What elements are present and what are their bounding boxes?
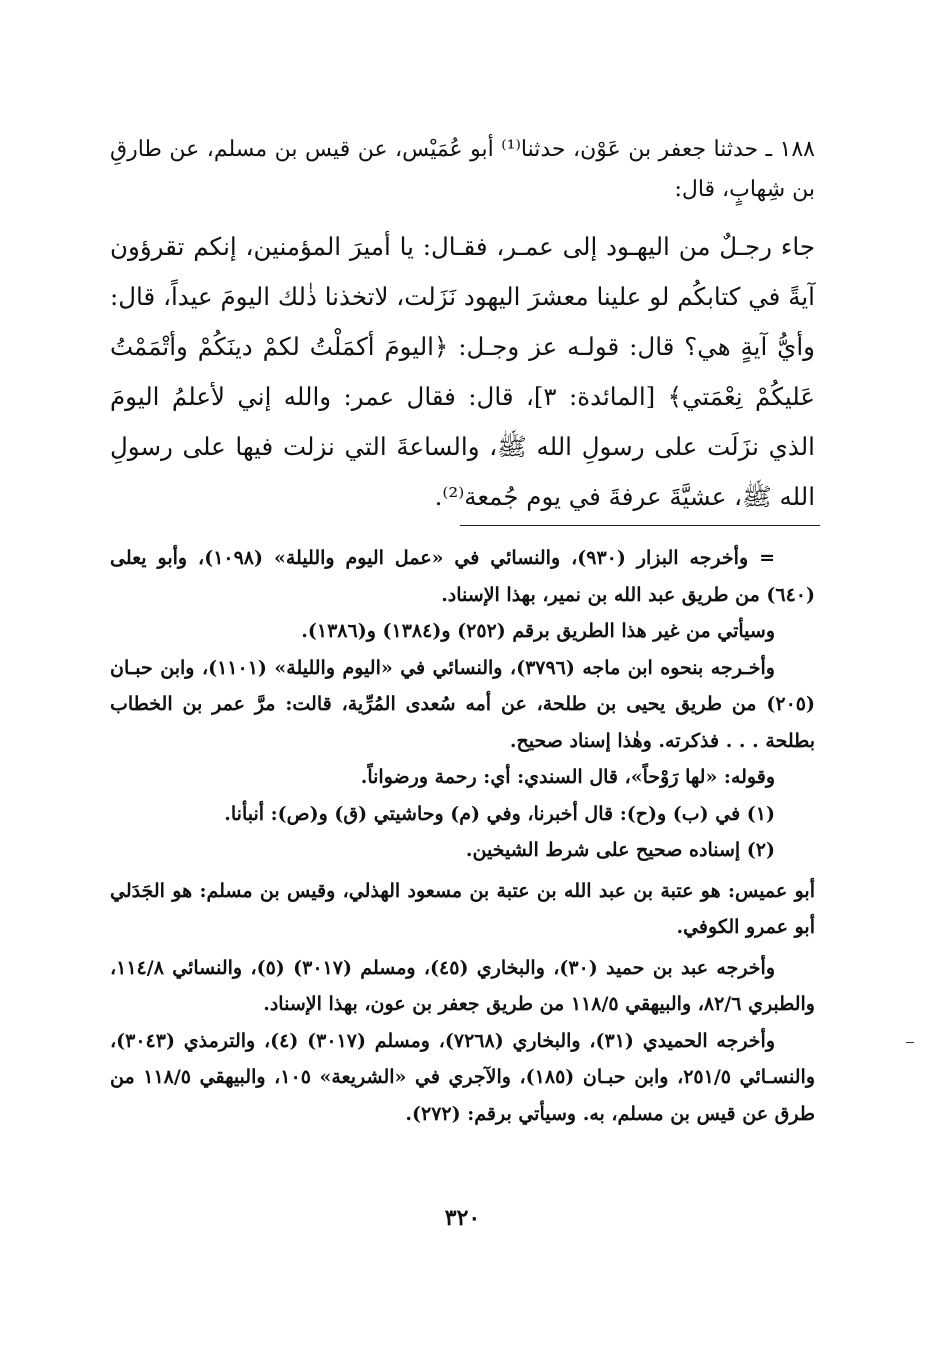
footnote-paragraph: وسيأتي من غير هذا الطريق برقم (٢٥٢) و(١٣٨٤) و(١٣٨٦). [301,620,775,642]
hadith-isnad: ١٨٨ ـ حدثنا جعفر بن عَوْن، حدثنا⁽¹⁾ أبو عُمَيْس، عن قيس بن مسلم، عن طارقِ بن شِهابٍ، قال: [110,137,815,202]
margin-mark [906,1042,914,1043]
footnote-paragraph: وقوله: «لها رَوْحاً»، قال السندي: أي: رحمة ورضواناً. [360,766,775,788]
footnote-paragraph: وأخرجه الحميدي (٣١)، والبخاري (٧٢٦٨)، ومسلم (٣٠١٧) (٤)، والترمذي (٣٠٤٣)، والنسـائي ٢٥١/٥، وابن حبـان (١٨٥)، والآجري في «الشريعة» ١٠٥، والبيهقي ١١٨/٥ من طرق عن قيس بن مسلم، به. وسيأتي برقم: (٢٧٢). [110,1029,815,1125]
footnote-continuation: = وأخرجه البزار (٩٣٠)، والنسائي في «عمل اليوم والليلة» (١٠٩٨)، وأبو يعلى (٦٤٠) من طريق عبد الله بن نمير، بهذا الإسناد. [110,547,815,606]
page-number: ٣٢٠ [444,1205,481,1231]
footnote-1: (١) في (ب) و(ح): قال أخبرنا، وفي (م) وحاشيتي (ق) و(ص): أنبأنا. [224,802,775,825]
footnote-paragraph: وأخرجه عبد بن حميد (٣٠)، والبخاري (٤٥)، ومسلم (٣٠١٧) (٥)، والنسائي ١١٤/٨، والطبري ٨٢/٦، والبيهقي ١١٨/٥ من طريق جعفر بن عون، بهذا الإسناد. [110,956,815,1015]
footnote-2: (٢) إسناده صحيح على شرط الشيخين. [465,839,775,861]
footnote-paragraph: أبو عميس: هو عتبة بن عبد الله بن عتبة بن مسعود الهذلي، وقيس بن مسلم: هو الجَدَلي أبو عمرو الكوفي. [110,879,815,938]
footnotes [110,540,815,1132]
footnote-divider [460,525,820,526]
footnote-paragraph: وأخـرجه بنحوه ابن ماجه (٣٧٩٦)، والنسائي في «اليوم والليلة» (١١٠١)، وابن حبـان (٢٠٥) من طريق يحيى بن طلحة، عن أمه سُعدى المُرِّية، قالت: مرَّ عمر بن الخطاب بطلحة . . . فذكرته. وهٰذا إسناد صحيح. [110,656,815,752]
hadith-text: جاء رجـلٌ من اليهـود إلى عمـر، فقـال: يا أميرَ المؤمنين، إنكم تقرؤون آيةً في كتابكُم لو علينا معشرَ اليهود نَزَلت، لاتخذنا ذٰلك اليومَ عيداً، قال: وأيُّ آيةٍ هي؟ قال: قولـه عز وجـل: ﴿اليومَ أكمَلْتُ لكمْ دينَكُمْ وأتْمَمْتُ عَليكُمْ نِعْمَتي﴾ [المائدة: ٣]، قال: فقال عمر: والله إني لأعلمُ اليومَ الذي نزَلَت على رسولِ الله ﷺ، والساعةَ التي نزلت فيها على رسولِ الله ﷺ، عشيَّةَ عرفةَ في يوم جُمعة⁽²⁾. [110,232,815,511]
